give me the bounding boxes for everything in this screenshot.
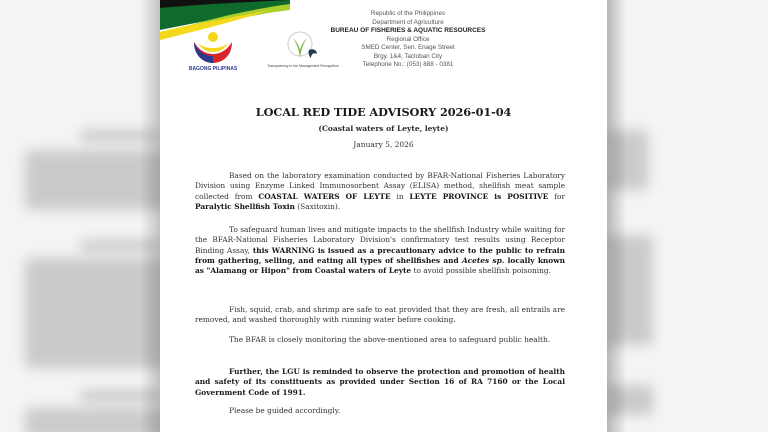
p1-text: for: [548, 191, 565, 201]
advisory-title: LOCAL RED TIDE ADVISORY 2026-01-04: [255, 105, 512, 119]
p2-species: Acetes sp.: [461, 255, 505, 265]
p6-text: Please be guided accordingly.: [229, 406, 341, 415]
bfar-iso-caption: Transparency in the Management Recognition: [267, 64, 339, 68]
letterhead-office: Regional Office: [386, 35, 430, 43]
p1-toxin: Paralytic Shellfish Toxin: [195, 201, 295, 211]
letterhead-telephone: Telephone No.: (053) 888 - 0381: [362, 61, 454, 68]
letterhead-city: Brgy. 1&4, Tacloban City: [373, 52, 443, 60]
p4-text: The BFAR is closely monitoring the above-mentioned area to safeguard public health.: [229, 335, 551, 344]
p2-text: To safeguard human lives and mitigate impacts to the shellfish Industry while waiting for the BFAR-National Fisheries Laboratory Division's confirmatory test results using Receptor Binding Assay,: [195, 225, 565, 255]
p1-text: in: [390, 191, 410, 201]
p2-text: to avoid possible shellfish poisoning.: [411, 266, 551, 276]
paragraph-safe-seafood: [195, 305, 565, 326]
p2-warning: this WARNING is issued as a precautionary advice to the public to refrain from gathering, selling, and eating all types of shellfishes and: [195, 245, 565, 265]
paragraph-lgu-reminder: [195, 367, 565, 398]
p1-location: COASTAL WATERS OF LEYTE: [258, 191, 391, 201]
advisory-subtitle: (Coastal waters of Leyte, leyte): [318, 124, 449, 133]
letterhead-bureau: BUREAU OF FISHERIES & AQUATIC RESOURCES: [330, 27, 486, 34]
p1-text: Based on the laboratory examination conducted by BFAR-National Fisheries Laboratory Division using Enzyme Linked Immunosorbent Assay (ELISA) method, shellfish meat sample collected from: [195, 171, 565, 201]
paragraph-monitoring: [195, 335, 565, 345]
paragraph-lab-result: [195, 171, 565, 212]
p1-positive-status: LEYTE PROVINCE is POSITIVE: [409, 191, 549, 201]
p1-text: (Saxitoxin).: [294, 201, 341, 211]
letterhead-street: SMED Center, Sen. Enage Street: [361, 44, 455, 51]
advisory-date: January 5, 2026: [353, 140, 414, 149]
letterhead-department: Department of Agriculture: [372, 18, 444, 26]
bagong-pilipinas-caption: BAGONG PILIPINAS: [188, 66, 238, 72]
bagong-pilipinas-emblem-icon: [190, 30, 236, 64]
advisory-document: [160, 0, 607, 432]
page-shadow-right: [607, 0, 627, 432]
bagong-pilipinas-logo: [182, 30, 244, 72]
p3-text: Fish, squid, crab, and shrimp are safe to eat provided that they are fresh, all entrails are removed, and washed thoroughly with running water before cooking.: [195, 305, 565, 325]
p5-text: Further, the LGU is reminded to observe the protection and promotion of health and safety of its constituents as provided under Section 16 of RA 7160 or the Local Government Code of 1991.: [195, 367, 565, 397]
p2-local-name: locally known as "Alamang or Hipon" from Coastal waters of Leyte: [195, 255, 565, 276]
page-shadow-left: [140, 0, 162, 432]
paragraph-warning: [195, 225, 565, 276]
paragraph-closing: [195, 406, 565, 416]
letterhead-republic: Republic of the Philippines: [370, 10, 446, 17]
letterhead-address: [308, 10, 508, 70]
